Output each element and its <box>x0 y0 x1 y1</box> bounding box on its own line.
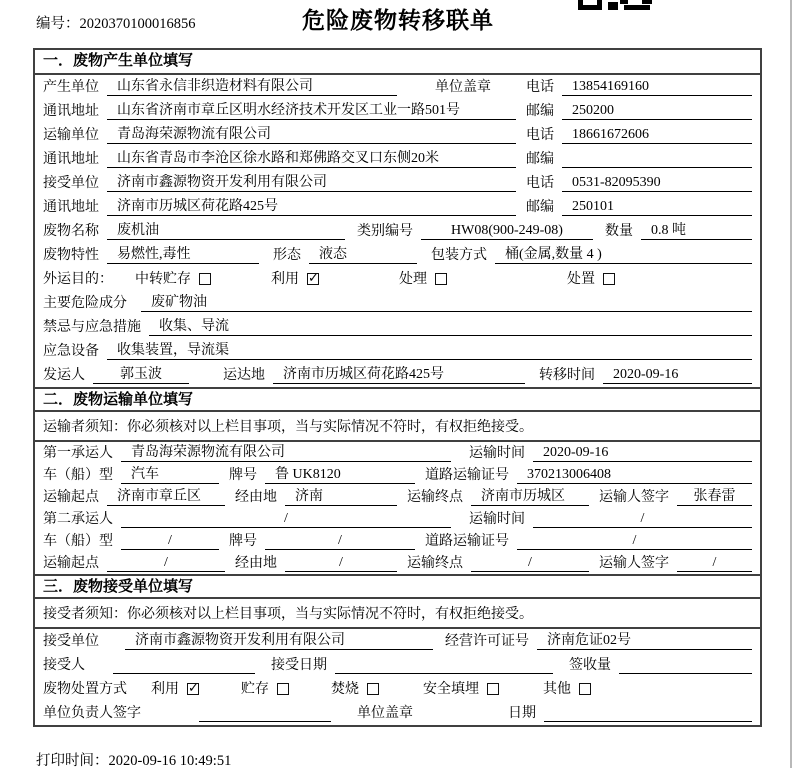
receiver-address-value: 济南市历城区荷花路425号 <box>107 198 516 216</box>
section2-header: 二．废物运输单位填写 <box>35 387 760 412</box>
received-qty-value <box>619 673 752 674</box>
equipment-label: 应急设备 <box>43 344 99 359</box>
property-value: 易燃性,毒性 <box>107 246 259 264</box>
section-producer <box>35 50 760 387</box>
origin-value: 济南市章丘区 <box>107 488 225 506</box>
disposal-option <box>543 681 591 698</box>
hazard-value: 废矿物油 <box>141 294 752 312</box>
checkbox-treat <box>435 273 447 285</box>
row-equipment <box>35 339 760 363</box>
row-taboo <box>35 315 760 339</box>
checkbox-label: 处理 <box>399 272 427 287</box>
phone-label: 电话 <box>526 176 554 191</box>
checkbox-label: 处置 <box>567 272 595 287</box>
zip-label: 邮编 <box>526 104 554 119</box>
endpoint-2-value: / <box>471 554 589 572</box>
row-producer <box>35 75 760 99</box>
disposal-option <box>331 681 379 698</box>
unit-seal-label: 单位盖章 <box>357 706 413 721</box>
endpoint-label: 运输终点 <box>407 490 463 505</box>
row-waste-property <box>35 243 760 267</box>
carrier-sign-value: 张春雷 <box>677 488 752 506</box>
address-label: 通讯地址 <box>43 104 99 119</box>
received-qty-label: 签收量 <box>569 658 611 673</box>
date-label: 日期 <box>508 706 536 721</box>
purpose-option <box>399 271 447 288</box>
chief-sign-value <box>199 721 331 722</box>
transporter-value: 青岛海荣源物流有限公司 <box>107 126 516 144</box>
checkbox-label: 利用 <box>151 682 179 697</box>
second-carrier-value: / <box>121 510 451 528</box>
row-receiver-address <box>35 195 760 219</box>
purpose-option <box>567 271 615 288</box>
purpose-label: 外运目的： <box>43 272 113 287</box>
transfer-time-value: 2020-09-16 <box>603 366 752 384</box>
checkbox-other <box>579 683 591 695</box>
disposal-label: 废物处置方式 <box>43 682 127 697</box>
receiver-zip-value: 250101 <box>562 198 752 216</box>
carrier-sign-label: 运输人签字 <box>599 490 669 505</box>
address-label: 通讯地址 <box>43 200 99 215</box>
row-second-carrier <box>35 508 760 530</box>
checkbox-landfill <box>487 683 499 695</box>
first-carrier-value: 青岛海荣源物流有限公司 <box>121 444 451 462</box>
quantity-value: 0.8 吨 <box>641 222 752 240</box>
checkbox-utilize <box>187 683 199 695</box>
second-carrier-label: 第二承运人 <box>43 512 113 527</box>
row-waste-name <box>35 219 760 243</box>
row-first-carrier <box>35 442 760 464</box>
producer-phone-value: 13854169160 <box>562 78 752 96</box>
manifest-form <box>33 48 762 727</box>
row-vehicle-1 <box>35 464 760 486</box>
row-route-1 <box>35 486 760 508</box>
receiver-phone-value: 0531-82095390 <box>562 174 752 192</box>
accept-date-value <box>335 673 553 674</box>
transport-time-2-value: / <box>533 510 752 528</box>
row-acceptor <box>35 653 760 677</box>
producer-address-value: 山东省济南市章丘区明水经济技术开发区工业一路501号 <box>107 102 516 120</box>
zip-label: 邮编 <box>526 152 554 167</box>
row-accept-unit <box>35 629 760 653</box>
date-value <box>544 721 752 722</box>
vehicle-type-2-value: / <box>121 532 219 550</box>
origin-label: 运输起点 <box>43 490 99 505</box>
purpose-option <box>271 271 319 288</box>
vehicle-type-label: 车（船）型 <box>43 468 113 483</box>
row-producer-address <box>35 99 760 123</box>
equipment-value: 收集装置，导流渠 <box>107 342 752 360</box>
via-label: 经由地 <box>235 490 277 505</box>
section-receiver <box>35 574 760 725</box>
checkbox-dispose <box>603 273 615 285</box>
accept-unit-label: 接受单位 <box>43 634 99 649</box>
hazard-label: 主要危险成分 <box>43 296 127 311</box>
checkbox-store <box>277 683 289 695</box>
row-receiver <box>35 171 760 195</box>
plate-value: 鲁 UK8120 <box>265 466 415 484</box>
quantity-label: 数量 <box>605 224 633 239</box>
via-label: 经由地 <box>235 556 277 571</box>
carrier-sign-2-value: / <box>677 554 752 572</box>
endpoint-value: 济南市历城区 <box>471 488 589 506</box>
transporter-phone-value: 18661672606 <box>562 126 752 144</box>
print-time-label: 打印时间： <box>36 753 109 768</box>
vehicle-type-value: 汽车 <box>121 466 219 484</box>
first-carrier-label: 第一承运人 <box>43 446 113 461</box>
shipper-value: 郭玉波 <box>93 366 189 384</box>
checkbox-label: 焚烧 <box>331 682 359 697</box>
endpoint-label: 运输终点 <box>407 556 463 571</box>
origin-label: 运输起点 <box>43 556 99 571</box>
transporter-notice: 运输者须知：你必须核对以上栏目事项，当与实际情况不符时，有权拒绝接受。 <box>35 412 760 442</box>
checkbox-transfer-storage <box>199 273 211 285</box>
qr-code-fragment <box>578 0 654 10</box>
plate-label: 牌号 <box>229 468 257 483</box>
checkbox-label: 利用 <box>271 272 299 287</box>
waste-name-label: 废物名称 <box>43 224 99 239</box>
road-permit-2-value: / <box>517 532 752 550</box>
receiver-label: 接受单位 <box>43 176 99 191</box>
page-edge-line <box>790 0 792 768</box>
phone-label: 电话 <box>526 80 554 95</box>
license-value: 济南危证02号 <box>537 632 752 650</box>
print-time-value: 2020-09-16 10:49:51 <box>108 753 232 768</box>
checkbox-label: 贮存 <box>241 682 269 697</box>
row-disposal <box>35 677 760 701</box>
taboo-value: 收集、导流 <box>149 318 752 336</box>
acceptor-value <box>113 673 255 674</box>
checkbox-label: 中转贮存 <box>135 272 191 287</box>
waste-name-value: 废机油 <box>107 222 345 240</box>
row-transporter <box>35 123 760 147</box>
transporter-label: 运输单位 <box>43 128 99 143</box>
accept-unit-value: 济南市鑫源物资开发利用有限公司 <box>125 632 433 650</box>
carrier-sign-label: 运输人签字 <box>599 556 669 571</box>
form-value: 液态 <box>309 246 417 264</box>
packing-value: 桶(金属,数量 4 ) <box>495 246 752 264</box>
road-permit-label: 道路运输证号 <box>425 534 509 549</box>
section1-header: 一．废物产生单位填写 <box>35 50 760 75</box>
road-permit-value: 370213006408 <box>517 466 752 484</box>
packing-label: 包装方式 <box>431 248 487 263</box>
via-2-value: / <box>285 554 397 572</box>
origin-2-value: / <box>107 554 225 572</box>
destination-value: 济南市历城区荷花路425号 <box>273 366 525 384</box>
receiver-value: 济南市鑫源物资开发利用有限公司 <box>107 174 516 192</box>
shipper-label: 发运人 <box>43 368 85 383</box>
destination-label: 运达地 <box>223 368 265 383</box>
serial-label: 编号： <box>36 16 80 32</box>
checkbox-label: 其他 <box>543 682 571 697</box>
category-label: 类别编号 <box>357 224 413 239</box>
checkbox-label: 安全填埋 <box>423 682 479 697</box>
disposal-option <box>423 681 499 698</box>
taboo-label: 禁忌与应急措施 <box>43 320 141 335</box>
checkbox-utilize <box>307 273 319 285</box>
vehicle-type-label: 车（船）型 <box>43 534 113 549</box>
transporter-address-value: 山东省青岛市李沧区徐水路和郑佛路交叉口东侧20米 <box>107 150 516 168</box>
transporter-zip-value <box>562 167 752 168</box>
print-time <box>36 749 231 768</box>
row-purpose <box>35 267 760 291</box>
serial-value: 2020370100016856 <box>79 16 196 32</box>
seal-label: 单位盖章 <box>435 80 491 95</box>
plate-2-value: / <box>265 532 415 550</box>
row-transporter-address <box>35 147 760 171</box>
receiver-notice: 接受者须知：你必须核对以上栏目事项，当与实际情况不符时，有权拒绝接受。 <box>35 599 760 629</box>
chief-sign-label: 单位负责人签字 <box>43 706 141 721</box>
transport-time-label: 运输时间 <box>469 512 525 527</box>
checkbox-incinerate <box>367 683 379 695</box>
property-label: 废物特性 <box>43 248 99 263</box>
page-title: 危险废物转移联单 <box>302 8 494 33</box>
acceptor-label: 接受人 <box>43 658 85 673</box>
road-permit-label: 道路运输证号 <box>425 468 509 483</box>
producer-zip-value: 250200 <box>562 102 752 120</box>
address-label: 通讯地址 <box>43 152 99 167</box>
disposal-option <box>151 681 199 698</box>
section3-header: 三．废物接受单位填写 <box>35 574 760 599</box>
transfer-time-label: 转移时间 <box>539 368 595 383</box>
row-shipper <box>35 363 760 387</box>
phone-label: 电话 <box>526 128 554 143</box>
purpose-option <box>135 271 211 288</box>
transport-time-value: 2020-09-16 <box>533 444 752 462</box>
transport-time-label: 运输时间 <box>469 446 525 461</box>
category-value: HW08(900-249-08) <box>421 222 593 240</box>
accept-date-label: 接受日期 <box>271 658 327 673</box>
license-label: 经营许可证号 <box>445 634 529 649</box>
row-chief-sign <box>35 701 760 725</box>
row-vehicle-2 <box>35 530 760 552</box>
plate-label: 牌号 <box>229 534 257 549</box>
via-value: 济南 <box>285 488 397 506</box>
disposal-option <box>241 681 289 698</box>
row-hazard <box>35 291 760 315</box>
zip-label: 邮编 <box>526 200 554 215</box>
form-label: 形态 <box>273 248 301 263</box>
producer-value: 山东省永信非织造材料有限公司 <box>107 78 397 96</box>
producer-label: 产生单位 <box>43 80 99 95</box>
section-transporter <box>35 387 760 574</box>
row-route-2 <box>35 552 760 574</box>
